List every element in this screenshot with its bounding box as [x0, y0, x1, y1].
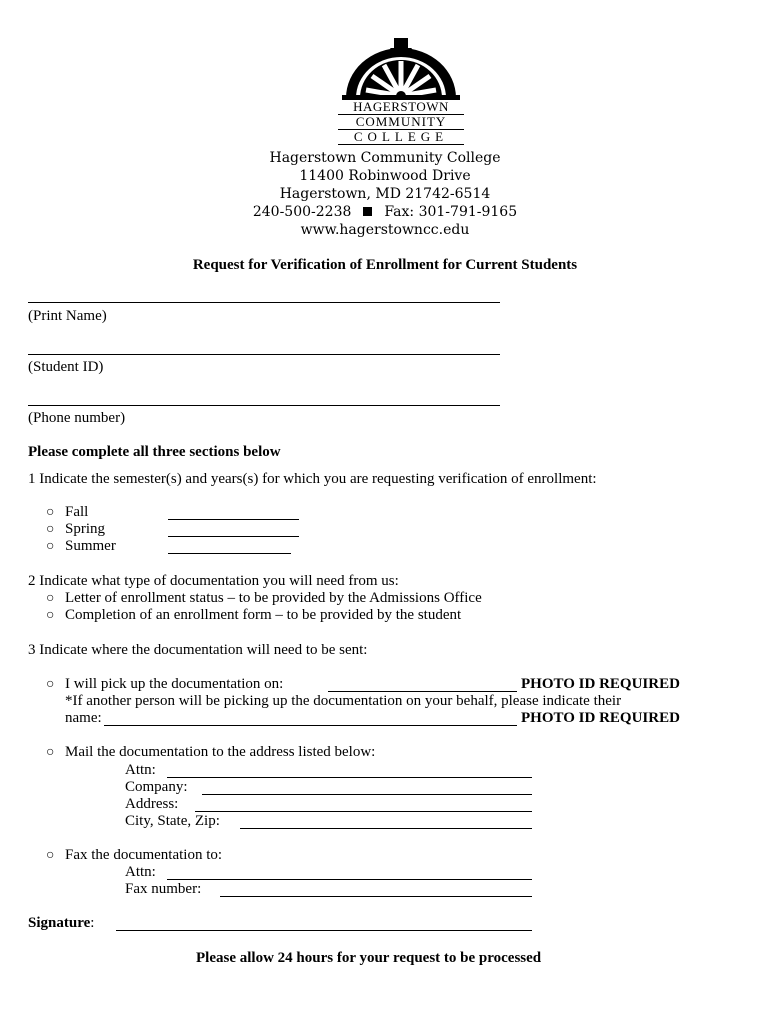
- letter-label: Letter of enrollment status – to be provided by the Admissions Office: [65, 590, 482, 606]
- student-id-label: (Student ID): [28, 359, 104, 375]
- logo-text-line2: COMMUNITY: [338, 115, 464, 130]
- photo-id-required-2: PHOTO ID REQUIRED: [521, 710, 680, 726]
- college-logo: [338, 38, 464, 144]
- form-radio[interactable]: ○: [46, 608, 55, 623]
- fax-attn-field[interactable]: [167, 879, 532, 880]
- pickup-date-field[interactable]: [328, 691, 517, 692]
- mail-attn-field[interactable]: [167, 777, 532, 778]
- college-street: 11400 Robinwood Drive: [299, 168, 471, 184]
- fall-label: Fall: [65, 504, 89, 520]
- mail-company-field[interactable]: [202, 794, 532, 795]
- pickup-name-label: name:: [65, 710, 102, 726]
- summer-year-field[interactable]: [168, 553, 291, 554]
- window-arch-icon: [338, 38, 464, 100]
- pickup-label: I will pick up the documentation on:: [65, 676, 284, 692]
- phone-number-label: (Phone number): [28, 410, 126, 426]
- form-label: Completion of an enrollment form – to be provided by the student: [65, 607, 462, 623]
- form-title: Request for Verification of Enrollment for Current Students: [192, 257, 578, 273]
- phone-number-field[interactable]: [28, 405, 500, 406]
- signature-label: Signature: [28, 915, 91, 931]
- logo-text-line3: COLLEGE: [338, 130, 464, 145]
- instructions: Please complete all three sections below: [28, 444, 281, 460]
- fall-year-field[interactable]: [168, 519, 299, 520]
- mail-label: Mail the documentation to the address listed below:: [65, 744, 376, 760]
- signature-field[interactable]: [116, 930, 532, 931]
- mail-city-field[interactable]: [240, 828, 532, 829]
- print-name-field[interactable]: [28, 302, 500, 303]
- spring-radio[interactable]: ○: [46, 522, 55, 537]
- processing-note: Please allow 24 hours for your request to be processed: [196, 950, 542, 966]
- letter-radio[interactable]: ○: [46, 591, 55, 606]
- fax-attn-label: Attn:: [125, 864, 156, 880]
- print-name-label: (Print Name): [28, 308, 107, 324]
- college-phone: 240-500-2238: [252, 204, 352, 220]
- college-city: Hagerstown, MD 21742-6514: [279, 186, 491, 202]
- section1-prompt: 1 Indicate the semester(s) and years(s) for which you are requesting verification of enrollment:: [28, 471, 597, 487]
- spring-year-field[interactable]: [168, 536, 299, 537]
- mail-radio[interactable]: ○: [46, 745, 55, 760]
- fall-radio[interactable]: ○: [46, 505, 55, 520]
- section2-prompt: 2 Indicate what type of documentation you will need from us:: [28, 573, 399, 589]
- mail-address-field[interactable]: [195, 811, 532, 812]
- section3-prompt: 3 Indicate where the documentation will need to be sent:: [28, 642, 368, 658]
- mail-company-label: Company:: [125, 779, 188, 795]
- student-id-field[interactable]: [28, 354, 500, 355]
- fax-number-field[interactable]: [220, 896, 532, 897]
- pickup-name-field[interactable]: [104, 725, 517, 726]
- square-separator-icon: [363, 207, 372, 216]
- mail-address-label: Address:: [125, 796, 179, 812]
- pickup-radio[interactable]: ○: [46, 677, 55, 692]
- summer-label: Summer: [65, 538, 116, 554]
- spring-label: Spring: [65, 521, 106, 537]
- fax-label: Fax the documentation to:: [65, 847, 223, 863]
- pickup-note: *If another person will be picking up the documentation on your behalf, please indicate their: [65, 693, 622, 709]
- college-name: Hagerstown Community College: [269, 150, 501, 166]
- summer-radio[interactable]: ○: [46, 539, 55, 554]
- mail-attn-label: Attn:: [125, 762, 156, 778]
- fax-number-label: Fax number:: [125, 881, 202, 897]
- college-website[interactable]: www.hagerstowncc.edu: [300, 222, 470, 238]
- signature-colon: :: [90, 915, 95, 931]
- college-contact-line: [0, 204, 770, 220]
- college-fax: Fax: 301-791-9165: [384, 204, 518, 220]
- signature-label-row: [28, 915, 94, 932]
- photo-id-required-1: PHOTO ID REQUIRED: [521, 676, 680, 692]
- fax-radio[interactable]: ○: [46, 848, 55, 863]
- mail-city-label: City, State, Zip:: [125, 813, 220, 829]
- logo-text-line1: HAGERSTOWN: [338, 100, 464, 115]
